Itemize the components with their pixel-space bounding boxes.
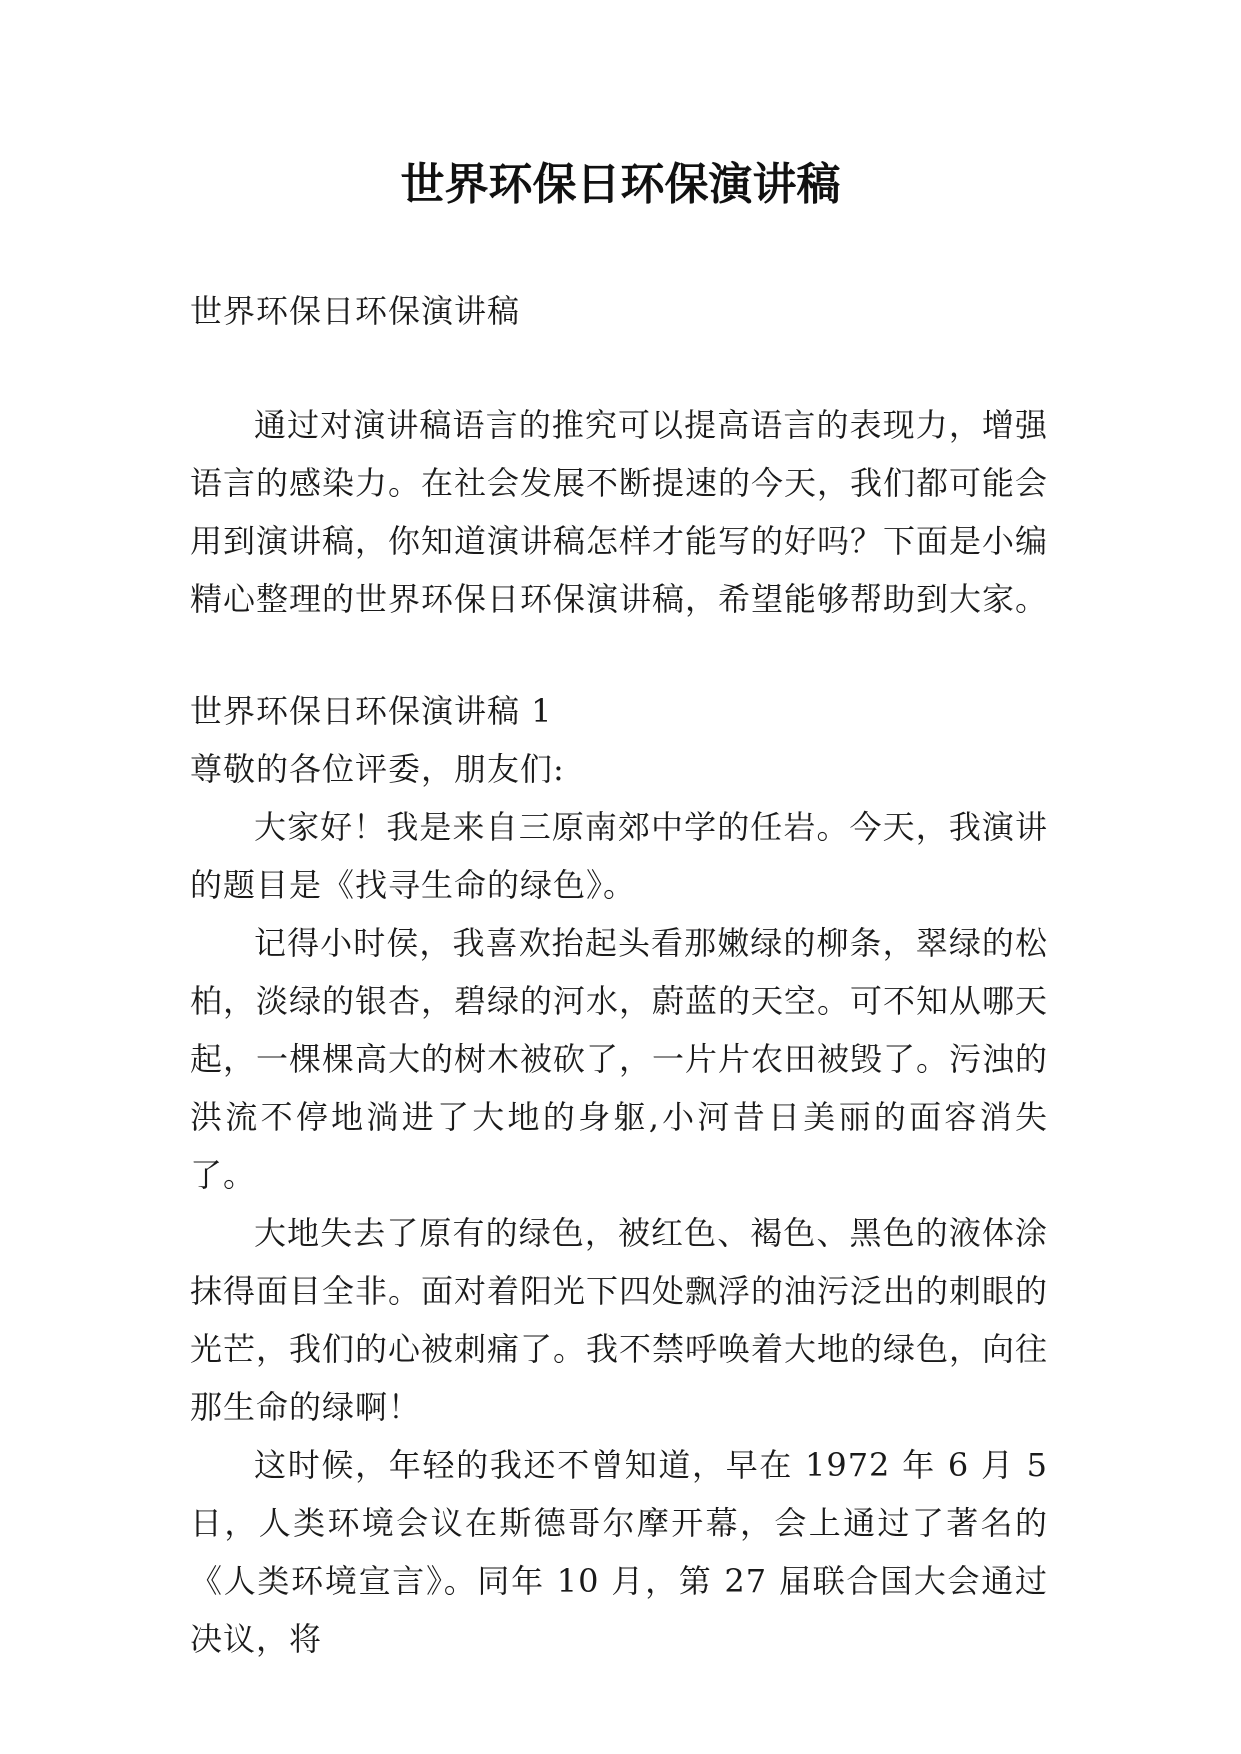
salutation: 尊敬的各位评委，朋友们: <box>190 750 565 788</box>
document-body <box>190 282 1048 1668</box>
intro-paragraph: 通过对演讲稿语言的推究可以提高语言的表现力，增强语言的感染力。在社会发展不断提速的今天，我们都可能会用到演讲稿，你知道演讲稿怎样才能写的好吗？下面是小编精心整理的世界环保日环保演讲稿，希望能够帮助到大家。 <box>190 406 1049 618</box>
document-title: 世界环保日环保演讲稿 <box>400 159 841 210</box>
body-paragraph: 大家好！我是来自三原南郊中学的任岩。今天，我演讲的题目是《找寻生命的绿色》。 <box>190 808 1048 904</box>
section-heading: 世界环保日环保演讲稿 1 <box>190 692 553 730</box>
body-paragraph: 大地失去了原有的绿色，被红色、褐色、黑色的液体涂抹得面目全非。面对着阳光下四处飘浮的油污泛出的刺眼的光芒，我们的心被刺痛了。我不禁呼唤着大地的绿色，向往那生命的绿啊！ <box>190 1214 1049 1426</box>
document-subtitle: 世界环保日环保演讲稿 <box>190 292 521 330</box>
body-paragraph: 记得小时侯，我喜欢抬起头看那嫩绿的柳条，翠绿的松柏，淡绿的银杏，碧绿的河水，蔚蓝的天空。可不知从哪天起，一棵棵高大的树木被砍了，一片片农田被毁了。污浊的洪流不停地淌进了大地的身躯,小河昔日美丽的面容消失了。 <box>190 924 1049 1194</box>
body-paragraph: 这时候，年轻的我还不曾知道，早在 1972 年 6 月 5 日，人类环境会议在斯德哥尔摩开幕，会上通过了著名的《人类环境宣言》。同年 10 月，第 27 届联合国大会通过决议，将 <box>190 1446 1048 1658</box>
